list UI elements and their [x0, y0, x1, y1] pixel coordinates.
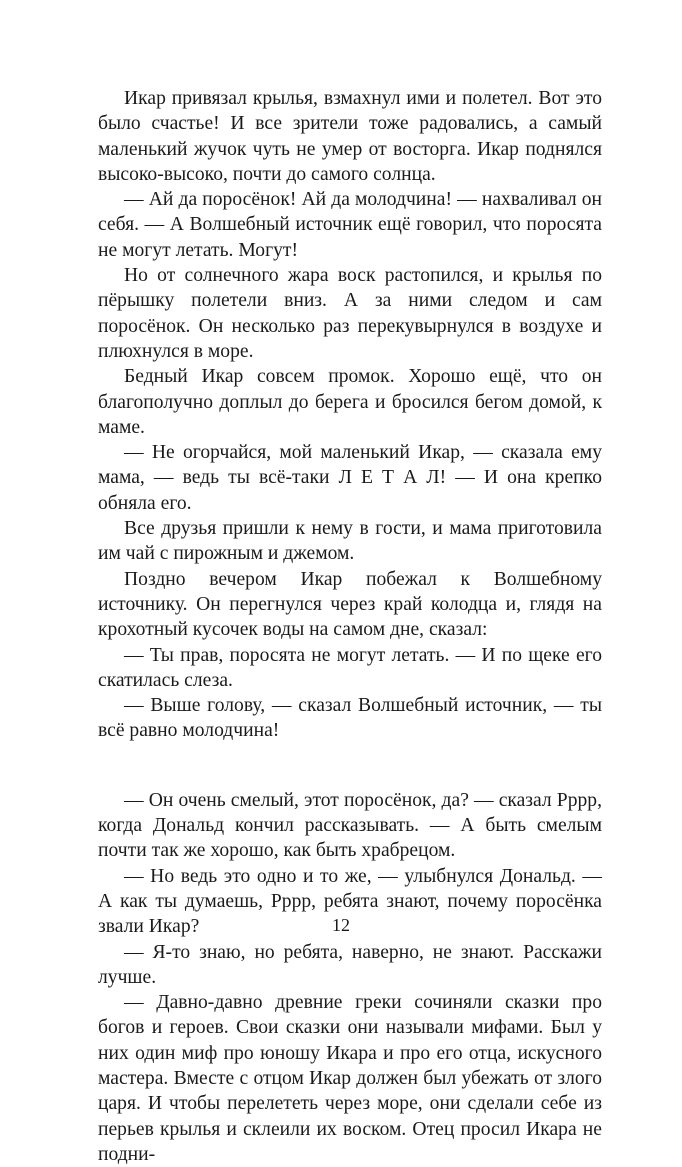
- section-break: [98, 744, 602, 788]
- paragraph: — Давно-давно древние греки сочиняли сказки про богов и героев. Свои сказки они называли мифами. Был у них один миф про юношу Икара и про его отца, искусного мастера. Вместе с отцом Икар должен был убежать от злого царя. И чтобы перелететь через море, они сделали себе из перьев крылья и склеили их воском. Отец просил Икара не подни-: [98, 992, 602, 1165]
- paragraph: — Выше голову, — сказал Волшебный источник, — ты всё равно молодчина!: [98, 695, 602, 742]
- page-number: 12: [332, 915, 350, 935]
- paragraph: Но от солнечного жара воск растопился, и крылья по пёрышку полетели вниз. А за ними следом и сам поросёнок. Он несколько раз перекувырнулся в воздухе и плюхнулся в море.: [98, 265, 602, 362]
- paragraph: Все друзья пришли к нему в гости, и мама приготовила им чай с пирожным и джемом.: [98, 518, 602, 565]
- paragraph: Поздно вечером Икар побежал к Волшебному источнику. Он перегнулся через край колодца и, глядя на крохотный кусочек воды на самом дне, сказал:: [98, 568, 602, 641]
- paragraph: — Он очень смелый, этот поросёнок, да? — сказал Рррр, когда Дональд кончил рассказывать. — А быть смелым почти так же хорошо, как быть храбрецом.: [98, 789, 602, 862]
- paragraph: — Я-то знаю, но ребята, наверно, не знают. Расскажи лучше.: [98, 941, 602, 988]
- paragraph: Икар привязал крылья, взмахнул ими и полетел. Вот это было счастье! И все зрители тоже радовались, а самый маленький жучок чуть не умер от восторга. Икар поднялся высоко-высоко, почти до самого солнца.: [98, 88, 602, 185]
- paragraph: Бедный Икар совсем промок. Хорошо ещё, что он благополучно доплыл до берега и бросился бегом домой, к маме.: [98, 366, 602, 438]
- paragraph: — Но ведь это одно и то же, — улыбнулся Дональд. — А как ты думаешь, Рррр, ребята знают, почему поросёнка звали Икар?: [98, 865, 602, 938]
- paragraph: — Ты прав, поросята не могут летать. — И по щеке его скатилась слеза.: [98, 644, 602, 691]
- paragraph: — Не огорчайся, мой маленький Икар, — сказала ему мама, — ведь ты всё-таки Л Е Т А Л! — И она крепко обняла его.: [98, 442, 602, 514]
- paragraph: — Ай да поросёнок! Ай да молодчина! — нахваливал он себя. — А Волшебный источник ещё говорил, что поросята не могут летать. Могут!: [98, 189, 602, 261]
- book-page-text: [98, 86, 602, 1167]
